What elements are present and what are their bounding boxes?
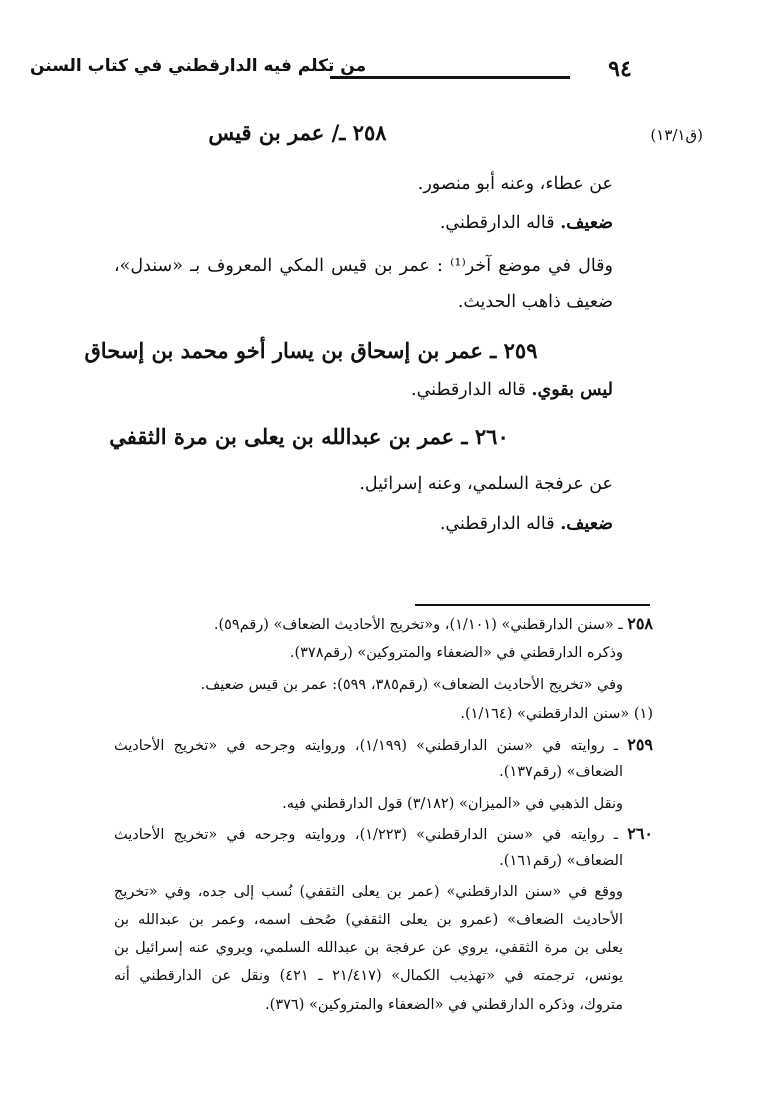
footnote-260-line-7: متروك، وذكره الدارقطني في «الضعفاء والمتروكين» (٣٧٦). xyxy=(265,997,623,1013)
footnote-260-line-6: يونس، ترجمته في «تهذيب الكمال» (٢١/٤١٧ ـ ٤٢١) ونقل عن الدارقطني أنه xyxy=(114,968,623,984)
footnote-258-line-2: وذكره الدارقطني في «الضعفاء والمتروكين» (رقم٣٧٨). xyxy=(289,645,623,661)
running-title: من تكلم فيه الدارقطني في كتاب السنن xyxy=(30,56,367,76)
footnote-258-line-4: (١) «سنن الدارقطني» (١/١٦٤). xyxy=(460,706,653,722)
entry-259-verdict: ليس بقوي. xyxy=(531,380,613,400)
footnote-260-line-2: الضعاف» (رقم١٦١). xyxy=(499,853,623,869)
footnote-259-line-2: الضعاف» (رقم١٣٧). xyxy=(499,764,623,780)
entry-258-line-3: وقال في موضع آخر⁽¹⁾ : عمر بن قيس المكي المعروف بـ «سندل»، xyxy=(114,256,613,276)
footnote-260-line-1 xyxy=(114,824,653,843)
page-number: ٩٤ xyxy=(608,56,632,82)
footnote-258-line-1 xyxy=(214,614,653,633)
entry-259-attribution: قاله الدارقطني. xyxy=(411,380,532,400)
entry-259-heading: ٢٥٩ ـ عمر بن إسحاق بن يسار أخو محمد بن إسحاق xyxy=(84,338,538,363)
footnote-260-line-4: الأحاديث الضعاف» (عمرو بن يعلى الثقفي) صُحف اسمه، وعمر بن عبدالله بن xyxy=(114,912,623,928)
footnote-260-text: ـ روايته في «سنن الدارقطني» (١/٢٢٣)، وروايته وجرحه في «تخريج الأحاديث xyxy=(114,827,628,843)
footnote-259-text: ـ روايته في «سنن الدارقطني» (١/١٩٩)، وروايته وجرحه في «تخريج الأحاديث xyxy=(114,738,628,754)
entry-258-line-4: ضعيف ذاهب الحديث. xyxy=(457,292,613,312)
entry-258-attribution: قاله الدارقطني. xyxy=(439,213,561,233)
entry-260-line-2 xyxy=(440,514,613,534)
entry-260-heading: ٢٦٠ ـ عمر بن عبدالله بن يعلى بن مرة الثقفي xyxy=(109,424,509,449)
footnote-259-line-3: ونقل الذهبي في «الميزان» (٣/١٨٢) قول الدارقطني فيه. xyxy=(282,796,623,812)
footnote-260-line-5: يعلى بن مرة الثقفي، يروي عن عرفجة بن عبدالله السلمي، ويروي عنه إسرائيل بن xyxy=(114,940,623,956)
footnote-258-number: ٢٥٨ xyxy=(627,614,653,633)
footnote-258-text: ـ «سنن الدارقطني» (١/١٠١)، و«تخريج الأحاديث الضعاف» (رقم٥٩). xyxy=(213,617,628,633)
entry-258-verdict: ضعيف. xyxy=(560,213,613,233)
manuscript-reference: (ق١٣/١) xyxy=(650,126,703,144)
header-rule xyxy=(330,76,570,79)
entry-259-line-1 xyxy=(411,380,613,400)
footnote-259-number: ٢٥٩ xyxy=(627,735,653,754)
entry-260-attribution: قاله الدارقطني. xyxy=(439,514,561,534)
entry-258-line-2 xyxy=(440,213,613,233)
entry-260-verdict: ضعيف. xyxy=(560,514,613,534)
footnote-258-line-3: وفي «تخريج الأحاديث الضعاف» (رقم٣٨٥، ٥٩٩): عمر بن قيس ضعيف. xyxy=(200,677,623,693)
entry-258-line-1: عن عطاء، وعنه أبو منصور. xyxy=(417,174,613,194)
footnote-259-line-1 xyxy=(114,735,653,754)
footnote-separator xyxy=(415,604,650,606)
entry-258-heading: ٢٥٨ ـ/ عمر بن قيس xyxy=(208,120,387,145)
footnote-260-number: ٢٦٠ xyxy=(627,824,653,843)
entry-260-line-1: عن عرفجة السلمي، وعنه إسرائيل. xyxy=(359,474,613,494)
footnote-260-line-3: ووقع في «سنن الدارقطني» (عمر بن يعلى الثقفي) نُسب إلى جده، وفي «تخريج xyxy=(114,884,623,900)
